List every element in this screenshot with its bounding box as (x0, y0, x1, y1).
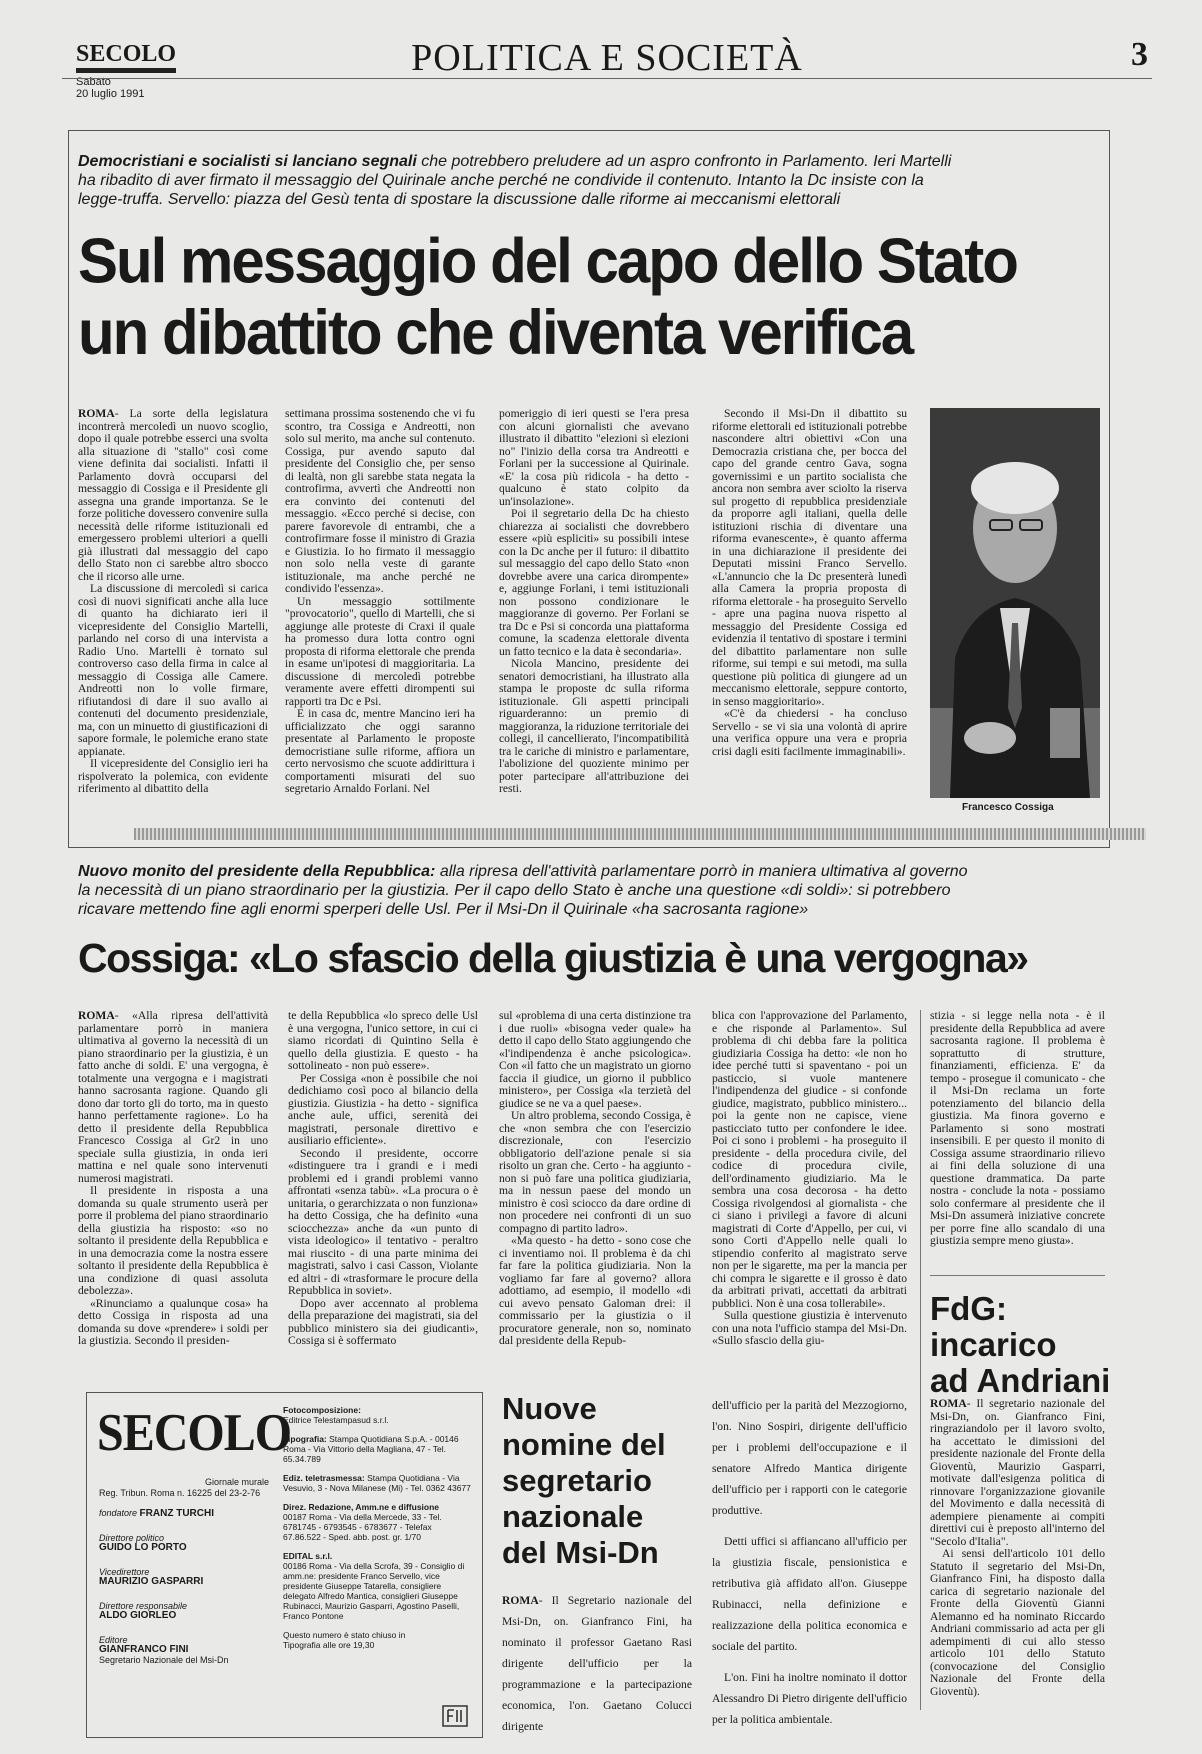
article1-col3-p1: pomeriggio di ieri questi se l'era presa con alcuni giornalisti che avevano illustrato il dibattito "elezioni sì elezioni no" l'inizio della corsa tra Andreotti e Forlani per la successione al Quirinale. «E' la cosa più ridicola - ha detto - qualcuno è stato colpito da un'insolazione». (499, 407, 689, 508)
article1-col3-p3: Nicola Mancino, presidente dei senatori democristiani, ha illustrato alla stampa le proposte dc sulla riforma istituzionale. Gli aspetti principali riguarderanno: un premio di maggioranza, la riduzione territoriale dei collegi, il cancellierato, l'incompatibilità tra le cariche di ministro e parlamentare, l'abolizione del quoziente minimo per poter partecipare all'attribuzione dei resti. (499, 657, 689, 795)
nomine-headline-line4: nazionale (502, 1499, 644, 1534)
article2-lead-rest: alla ripresa dell'attività parlamentare porrò in maniera ultimativa al governo la necessità di un piano straordinario per la giustizia. Per il capo dello Stato è anche una questione «di soldi»: si potrebbero ricavare mettendo fine agli enormi sperperi delle Usl. Per il Msi-Dn il Quirinale «ha sacrosanta ragione» (78, 863, 968, 918)
article2-col2-p3: Secondo il presidente, occorre «distinguere tra i grandi e i medi problemi ed i grandi problemi vanno affrontati «senza tabù». «La procura o è unitaria, o gerarchizzata o non funziona» ha detto Cossiga, che ha definito «una sciocchezza» anche da «un punto di vista ideologico» il tentativo - peraltro mai riuscito - di una parte minima dei magistrati, salvo i casi Casson, Violante ed altri - di «trasformare le procure della Repubblica in soviet». (288, 1146, 478, 1297)
article2-col2-p1: te della Repubblica «lo spreco delle Usl è una vergogna, l'unico settore, in cui ci siamo ricordati di Quintino Sella è quello della giustizia. E questo - ha sottolineato - non può essere». (288, 1009, 478, 1072)
article2-col3-p2: Un altro problema, secondo Cossiga, è che «non sembra che con l'esercizio discrezionale, con l'esercizio obbligatorio dell'azione penale si sia risolto un gran che. Certo - ha aggiunto - non si può fare una politica giudiziaria, ma in nessun paese del mondo un ministro è così sciocco da dare ordine di non procedere nei confronti di un suo compagno di partito ladro». (499, 1109, 691, 1235)
section-title: POLITICA E SOCIETÀ (411, 37, 803, 79)
dateline: ROMA (78, 1009, 115, 1022)
fdg-p1 (930, 1398, 1105, 1548)
colophon-sub (99, 1477, 269, 1499)
printer-label: Tipografia: (283, 1434, 327, 1444)
article2-column-1 (78, 1010, 268, 1348)
nomine-headline-line5: del Msi-Dn (502, 1535, 659, 1570)
article2-col3-p1: sul «problema di una certa distinzione tra i due ruoli» «bisogna veder quale» ha detto il capo dello Stato aggiungendo che «l'indipendenza è anche psicologica». Con «il fatto che un magistrato un giorno faccia il giudice, un giorno il pubblico ministero», per Cossiga «la terzietà del giudice se ne va a quel paese». (499, 1009, 691, 1110)
colophon-direction (283, 1502, 471, 1542)
typesetting-label: Fotocomposizione: (283, 1405, 361, 1415)
political-director-name: GUIDO LO PORTO (99, 1542, 187, 1553)
article2-col1-p1 (78, 1010, 268, 1185)
article1-col3-p2: Poi il segretario della Dc ha chiesto chiarezza ai socialisti che dovrebbero essere «più espliciti» su possibili intese con la Dc anche per il futuro: il dibattito sul messaggio del capo dello Stato «non dovrebbe avere una carica dirompente» e, aggiunge Forlani, i temi istituzionali non possono condizionare le maggioranze di governo. Per Forlani se tra Dc e Psi si concorda una piattaforma comune, la scadenza elettorale diventa un fatto tecnico e la data è secondaria». (499, 507, 689, 658)
teletransmitted-label: Ediz. teletrasmessa: (283, 1473, 365, 1483)
dateline: ROMA (930, 1397, 967, 1410)
article2-column-5 (930, 1010, 1105, 1248)
portrait-image (930, 408, 1100, 798)
colophon-staff (99, 1508, 269, 1665)
article2-col1-p2: Il presidente in risposta a una domanda su quale strumento userà per porre il problema del piano straordinario della giustizia ha risposto: «so no soltanto il presidente della Repubblica e in una democrazia come la nostra essere soltanto il presidente della Repubblica è una condizione di quasi assoluta debolezza». (78, 1184, 268, 1297)
direction-text: 00187 Roma - Via della Mercede, 33 - Tel. 6781745 - 6793545 - 6783677 - Telefax 67.86.522 - Sped. abb. post. gr. 1/70 (283, 1512, 442, 1542)
vice-director-name: MAURIZIO GASPARRI (99, 1576, 204, 1587)
teletransmitted-text: Stampa Quotidiana - Via Vesuvio, 3 - Nova Milanese (Mi) - Tel. 0362 43677 (283, 1473, 471, 1493)
responsible-director-label: Direttore responsabile (99, 1601, 188, 1611)
article1-col1-p3: Il vicepresidente del Consiglio ieri ha rispolverato la polemica, con evidente riferimento al dibattito della (78, 757, 268, 795)
article1-col1-p2: La discussione di mercoledì si carica così di nuovi significati anche alla luce di quanto ha dichiarato ieri il vicepresidente del Consiglio Martelli, parlando nel corso di una intervista a Radio Uno. Martelli è tornato sul controverso caso della firma in calce al messaggio di Cossiga alle Camere. Andreotti non lo volle firmare, rifiutandosi di dare il suo avallo ai contenuti del documento presidenziale, ma, con un minuetto di giustificazioni di sapore formale, le polemiche erano state appianate. (78, 582, 268, 758)
fdg-article-text (930, 1398, 1105, 1698)
article2-column-4 (712, 1010, 907, 1348)
article1-col1-text: - La sorte della legislatura incontrerà mercoledì un nuovo scoglio, dopo il quale potrebbe esserci una svolta alla situazione di "stallo" così come viene definita dai socialisti. Infatti il Parlamento dovrà occuparsi del messaggio di Cossiga e il Presidente gli assegna una grande importanza. Se le forze politiche dovessero convenire sulla necessità delle riforme istituzionali ed emergessero problemi ulteriori a quelli già illustrati dal messaggio del capo dello Stato non ci sarebbe altro sbocco che il ricorso alle urne. (78, 407, 268, 583)
political-director-label: Direttore politico (99, 1533, 165, 1543)
article1-column-2 (285, 408, 475, 796)
nomine-text-col2 (712, 1395, 907, 1730)
article2-col5-p1: stizia - si legge nella nota - è il presidente della Repubblica ad avere sacrosanta ragione. Il problema è soprattutto di strutture, finanziamenti, efficienza. E' da tempo - prosegue il comunicato - che il Msi-Dn reclama un forte potenziamento del bilancio della giustizia. Ma finora governo e Parlamento si sono mostrati insensibili. E per questo il monito di Cossiga assume straordinario rilievo ai fini della soluzione di una questione drammatica. Da parte nostra - conclude la nota - possiamo solo confermare al presidente che il Msi-Dn assumerà iniziative concrete per porre fine allo scandalo di una giustizia sempre meno giusta». (930, 1009, 1105, 1247)
masthead-logo: SECOLO (76, 40, 176, 73)
article2-headline: Cossiga: «Lo sfascio della giustizia è una vergogna» (78, 935, 1028, 981)
publisher-name: GIANFRANCO FINI (99, 1644, 189, 1655)
article2-col1-p3: «Rinunciamo a qualunque cosa» ha detto Cossiga in risposta ad una domanda su dove «prendere» i soldi per la giustizia. Secondo il presiden- (78, 1296, 268, 1347)
nomine-headline-line1: Nuove (502, 1391, 597, 1426)
column-rule (920, 1010, 921, 1710)
edital-label: EDITAL s.r.l. (283, 1551, 333, 1561)
article1-headline-line1: Sul messaggio del capo dello Stato (78, 226, 1017, 297)
nomine-headline-line2: nomine del (502, 1427, 666, 1462)
nomine-headline (502, 1391, 666, 1571)
article2-lead (78, 862, 978, 919)
article1-lead (78, 152, 968, 209)
founder-row (99, 1508, 269, 1519)
article2-col2-p2: Per Cossiga «non è possibile che noi dedichiamo così poco al bilancio della giustizia. Giustizia - ha detto - significa anche aule, uffici, serenità dei magistrati, personale direttivo e ausiliario efficiente». (288, 1071, 478, 1147)
article1-lead-bold: Democristiani e socialisti si lanciano segnali (78, 153, 417, 170)
masthead-day: Sabato (76, 76, 111, 88)
colophon-typesetting (283, 1405, 471, 1425)
nomine-headline-line3: segretario (502, 1463, 652, 1498)
article1-headline-line2: un dibattito che diventa verifica (78, 297, 913, 368)
article1-col1-p1 (78, 408, 268, 583)
header-rule (62, 78, 1152, 79)
cossiga-photo (930, 408, 1100, 798)
nomine-text-col1 (502, 1590, 692, 1737)
publisher-role: Segretario Nazionale del Msi-Dn (99, 1655, 229, 1665)
nomine-p3: Detti uffici si affiancano all'ufficio per la giustizia fiscale, pensionistica e retributiva già affidato all'on. Giuseppe Rubinacci, nella definizione e realizzazione della politica economica e sociale del partito. (712, 1535, 907, 1653)
separator-band (134, 828, 1146, 840)
article1-col4-p1: Secondo il Msi-Dn il dibattito su riforme elettorali ed istituzionali potrebbe nascondere altri obiettivi «Con una Democrazia cristiana che, per bocca del capo del grande centro Gava, sogna governissimi e un partito socialista che ancora non sembra aver sciolto la riserva sul progetto di repubblica presidenziale da proporre agli italiani, quella delle istituzioni rischia di diventare una riforma evanescente», è quanto afferma in una dichiarazione il presidente dei Deputati missini Franco Servello. «L'annuncio che la Dc presenterà lunedì alla Camera la propria proposta di riforma elettorale - ha proseguito Servello - apre una pagina nuova rispetto al messaggio del Presidente Cossiga ed evidenzia il tentativo di spostare i termini del dibattito parlamentare non sulle riforme, sui tempi e sui metodi, ma sulla questione più politica di giungere ad un meccanismo elettorale, seppure contorto, in senso maggioritario». (712, 407, 907, 708)
colophon-logo: SECOLO (97, 1403, 292, 1462)
dateline: ROMA (502, 1594, 539, 1607)
colophon-closing: Questo numero è stato chiuso in Tipografia alle ore 19,30 (283, 1630, 406, 1650)
fieg-logo-icon (442, 1705, 468, 1727)
article2-col1-text: - «Alla ripresa dell'attività parlamentare porrò in maniera ultimativa al governo la necessità di un piano straordinario per la giustizia, è un fatto anche di soldi. E' una vergogna, è totalmente una vergogna e i magistrati hanno sacrosanta ragione. Quando gli dono dar torto gli do torto, ma in questo hanno perfettamente ragione». Lo ha detto il presidente della Repubblica Francesco Cossiga al Gr2 in uno speciale sulla giustizia, in onda ieri mattina e nel quale sono intervenuti numerosi magistrati. (78, 1009, 268, 1185)
colophon-teletransmitted (283, 1473, 471, 1493)
colophon-registration: Reg. Tribun. Roma n. 16225 del 23-2-76 (99, 1488, 261, 1498)
masthead-date: 20 luglio 1991 (76, 88, 145, 100)
article1-column-4 (712, 408, 907, 758)
direction-label: Direz. Redazione, Amm.ne e diffusione (283, 1502, 440, 1512)
colophon-box (86, 1392, 483, 1738)
edital-text: 00186 Roma - Via della Scrofa, 39 - Consiglio di amm.ne: presidente Franco Servello, vice presidente Giuseppe Tatarella, consigliere delegato Alfredo Mantica, consiglieri Giuseppe Rubinacci, Maurizio Gasparri, Agostino Paselli, Franco Pontone (283, 1561, 465, 1621)
responsible-director-name: ALDO GIORLEO (99, 1610, 177, 1621)
publisher-label: Editore (99, 1635, 128, 1645)
article1-column-1 (78, 408, 268, 796)
dateline: ROMA (78, 407, 115, 420)
nomine-p1 (502, 1590, 692, 1737)
fdg-text: - Il segretario nazionale del Msi-Dn, on. Gianfranco Fini, ringraziandolo per il lavoro svolto, ha accettato le dimissioni del presidente nazionale del Fronte della Gioventù, Maurizio Gasparri, motivate dall'esigenza politica di rinnovare l'organizzazione giovanile del Movimento e dalla necessità di adempiere pienamente ai compiti direttivi cui è preposto all'interno del "Secolo d'Italia". (930, 1397, 1105, 1548)
article2-lead-bold: Nuovo monito del presidente della Repubblica: (78, 863, 436, 880)
article2-col4-p1: blica con l'approvazione del Parlamento, e che risponde al Parlamento». Sul problema di chi debba fare la politica giudiziaria Cossiga ha detto: «le non ho idee perché tutti si spaventano - poi un pasticcio, si vuole mantenere l'indipendenza del giudice - si confonde giudice, magistrato, pubblico ministero... poi la gente non ne capisce, viene pasticciato tutto per confondere le idee. Poi ci sono i problemi - ha proseguito il presidente - della procedura civile, del codice di procedura civile, dell'ordinamento giudiziario. Ma le sembra una cosa decorosa - ha detto Cossiga rivolgendosi al giornalista - che ci siano i privilegi a favore di alcuni magistrati di Corte d'Appello, per cui, vi sono Corti d'Appello nelle quali lo stipendio conferito al magistrato serve non per le sigarette, ma per la mancia per chi compra le sigarette e il grosso è dato da arbitrati privati, accettati da arbitrati pubblici. Non è una cosa tollerabile». (712, 1009, 907, 1310)
colophon-printer (283, 1434, 471, 1464)
article2-col3-p3: «Ma questo - ha detto - sono cose che ci inventiamo noi. Il problema è da chi far fare la politica giudiziaria. Non la vogliamo far fare al governo? allora adottiamo, ad esempio, il modello «di cui avevo pensato Galoman drei: il commissario per la giustizia o il procuratore generale, non so, nominato dal presidente della Repub- (499, 1234, 691, 1347)
fdg-p2: Ai sensi dell'articolo 101 dello Statuto il segretario del Msi-Dn, Gianfranco Fini, ha disposto dalla carica di segretario nazionale del Fronte della Gioventù Gianni Alemanno ed ha nominato Riccardo Andriani commissario ad acta per gli adempimenti di cui allo stesso articolo 101 dello Statuto (convocazione del Consiglio Nazionale del Fronte della Gioventù). (930, 1547, 1105, 1698)
article1-col2-p1: settimana prossima sostenendo che vi fu scontro, tra Cossiga e Andreotti, non solo sul merito, ma anche sul contenuto. Cossiga, pur avendo saputo dal presidente del Consiglio che, per senso di lealtà, non gli sarebbe stata negata la controfirma, avvertì che Andreotti non era convinto dei contenuti del messaggio. «Ecco perché si decise, con parere favorevole di entrambi, che a controfirmare fosse il ministro di Grazia e Giustizia. Io ho firmato il messaggio non solo nella veste di garante istituzionale, ma anche perché ne condivido l'essenza». (285, 407, 475, 595)
article1-col4-p2: «C'è da chiedersi - ha concluso Servello - se vi sia una volontà di aprire una verifica oppure una vera e propria crisi dagli esiti facilmente immaginabili». (712, 707, 907, 758)
page-number: 3 (1131, 36, 1148, 73)
page-header (62, 28, 1152, 108)
article2-column-3 (499, 1010, 691, 1348)
fdg-headline (930, 1291, 1110, 1399)
article1-col2-p3: E in casa dc, mentre Mancino ieri ha ufficializzato che oggi saranno presentate al Parlamento le proposte democristiane sulle riforme, affiora un certo nervosismo che scuote addirittura i comportamenti misurati del suo segretario Arnaldo Forlani. Nel (285, 707, 475, 795)
photo-caption: Francesco Cossiga (962, 802, 1054, 813)
colophon-printing-info (283, 1405, 471, 1659)
nomine-text: - Il Segretario nazionale del Msi-Dn, on. Gianfranco Fini, ha nominato il professor Gaetano Rasi dirigente dell'ufficio per la programmazione e la partecipazione economica, l'on. Gaetano Colucci dirigente (502, 1594, 692, 1733)
printer-text: Stampa Quotidiana S.p.A. - 00146 Roma - Via Vittorio della Magliana, 47 - Tel. 65.34.789 (283, 1434, 459, 1464)
vice-director-label: Vicedirettore (99, 1567, 150, 1577)
article2-column-2 (288, 1010, 478, 1348)
article1-column-3 (499, 408, 689, 796)
fdg-headline-line1: FdG: (930, 1290, 1007, 1327)
fdg-headline-line3: ad Andriani (930, 1362, 1111, 1399)
founder-label: fondatore (99, 1508, 138, 1518)
fdg-rule (930, 1275, 1105, 1276)
article2-col4-p2: Sulla questione giustizia è intervenuto con una nota l'ufficio stampa del Msi-Dn. «Sullo sfascio della giu- (712, 1309, 907, 1347)
founder-name: FRANZ TURCHI (139, 1508, 214, 1519)
nomine-p2: dell'ufficio per la parità del Mezzogiorno, l'on. Nino Sospiri, dirigente dell'ufficio per i problemi dell'occupazione e il senatore Alfredo Mantica dirigente dell'ufficio per i rapporti con le categorie produttive. (712, 1399, 907, 1517)
article2-col2-p4: Dopo aver accennato al problema della preparazione dei magistrati, sia del pubblico ministero sia dei giudicanti», Cossiga si è soffermato (288, 1296, 478, 1347)
nomine-p4: L'on. Fini ha inoltre nominato il dottor Alessandro Di Pietro dirigente dell'ufficio per la politica ambientale. (712, 1671, 907, 1726)
article1-headline (78, 226, 1078, 369)
colophon-subtitle: Giornale murale (204, 1477, 269, 1487)
article1-col2-p2: Un messaggio sottilmente "provocatorio", quello di Martelli, che si aggiunge alle proteste di Craxi il quale ha promesso dura lotta contro ogni proposta di riforma elettorale che prenda in esame un'ipotesi di maggioritaria. La discussione di mercoledì potrebbe veramente avere effetti dirompenti sui rapporti tra Dc e Psi. (285, 594, 475, 708)
colophon-edital (283, 1551, 471, 1621)
typesetting-text: Editrice Telestampasud s.r.l. (283, 1415, 389, 1425)
fdg-headline-line2: incarico (930, 1326, 1057, 1363)
article1-lead-rest: che potrebbero preludere ad un aspro confronto in Parlamento. Ieri Martelli ha ribadito di aver firmato il messaggio del Quirinale anche perché ne condivide il contenuto. Intanto la Dc insiste con la legge-truffa. Servello: piazza del Gesù tenta di spostare la discussione dalle riforme ai meccanismi elettorali (78, 153, 952, 208)
